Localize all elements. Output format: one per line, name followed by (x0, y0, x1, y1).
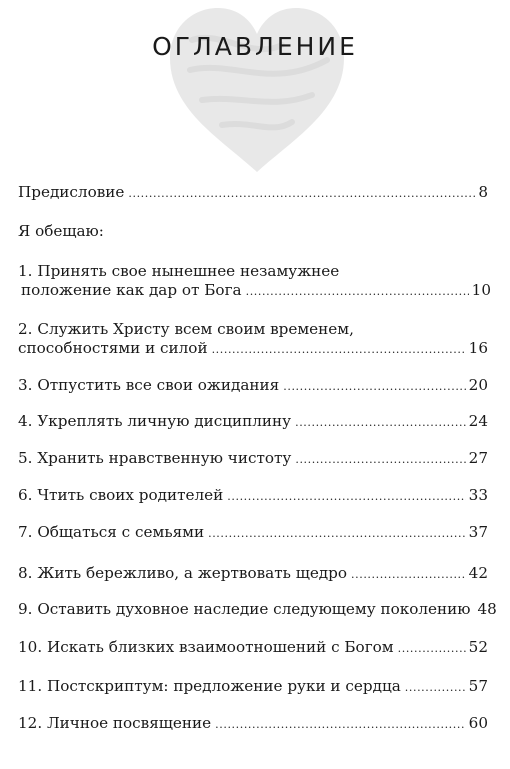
toc-entry-label: способностями и силой (18, 339, 208, 357)
toc-entry-page: 37 (468, 523, 488, 541)
toc-entry[interactable] (18, 523, 488, 543)
toc-entry-page: 52 (468, 638, 488, 656)
leader-dots (215, 715, 466, 734)
toc-entry-label: 7. Общаться с семьями (18, 523, 205, 541)
toc-entry-label: 9. Оставить духовное наследие следующему поколению (18, 600, 471, 618)
leader-dots (128, 184, 475, 203)
toc-entry[interactable] (18, 412, 488, 432)
toc-entry-page: 57 (468, 677, 488, 695)
toc-entry-page: 33 (468, 486, 488, 504)
heart-icon (162, 0, 352, 180)
page-title: ОГЛАВЛЕНИЕ (152, 32, 358, 61)
toc-entry-page: 10 (471, 281, 491, 299)
toc-entry[interactable] (18, 281, 491, 301)
toc-entry-page: 27 (468, 449, 488, 467)
toc-entry[interactable] (18, 339, 488, 359)
promise-heading: Я обещаю: (18, 222, 104, 240)
leader-dots (295, 413, 466, 432)
toc-entry[interactable] (18, 376, 488, 396)
toc-entry-line1: 1. Принять свое нынешнее незамужнее (18, 262, 340, 280)
leader-dots (295, 450, 465, 469)
leader-dots (246, 282, 469, 301)
toc-entry-label: 3. Отпустить все свои ожидания (18, 376, 280, 394)
toc-entry-label: 8. Жить бережливо, а жертвовать щедро (18, 564, 348, 582)
toc-entry-label: 12. Личное посвящение (18, 714, 212, 732)
toc-entry-label: 4. Укреплять личную дисциплину (18, 412, 292, 430)
toc-entry-label: Предисловие (18, 183, 125, 201)
leader-dots (351, 565, 466, 584)
toc-entry-page: 60 (468, 714, 488, 732)
toc-entry[interactable] (18, 677, 488, 697)
leader-dots (208, 524, 466, 543)
toc-entry-label: 11. Постскриптум: предложение руки и сердца (18, 677, 401, 695)
toc-entry-page: 8 (478, 183, 488, 201)
toc-entry[interactable] (18, 600, 497, 620)
leader-dots (398, 639, 466, 658)
toc-entry-preface[interactable] (18, 183, 488, 203)
leader-dots (405, 678, 466, 697)
toc-entry[interactable] (18, 714, 488, 734)
toc-entry-page: 24 (468, 412, 488, 430)
toc-entry[interactable] (18, 638, 488, 658)
toc-entry-label: 6. Чтить своих родителей (18, 486, 224, 504)
toc-entry-label: 10. Искать близких взаимоотношений с Богом (18, 638, 394, 656)
toc-entry-page: 20 (468, 376, 488, 394)
toc-entry-label: положение как дар от Бога (21, 281, 242, 299)
toc-entry[interactable] (18, 486, 488, 506)
toc-entry[interactable] (18, 564, 488, 584)
leader-dots (283, 377, 465, 396)
toc-entry-page: 16 (468, 339, 488, 357)
toc-entry-label: 5. Хранить нравственную чистоту (18, 449, 292, 467)
toc-entry-page: 48 (477, 600, 497, 618)
toc-entry[interactable] (18, 449, 488, 469)
leader-dots (212, 340, 466, 359)
leader-dots (227, 487, 465, 506)
toc-entry-line1: 2. Служить Христу всем своим временем, (18, 320, 354, 338)
toc-entry-page: 42 (468, 564, 488, 582)
